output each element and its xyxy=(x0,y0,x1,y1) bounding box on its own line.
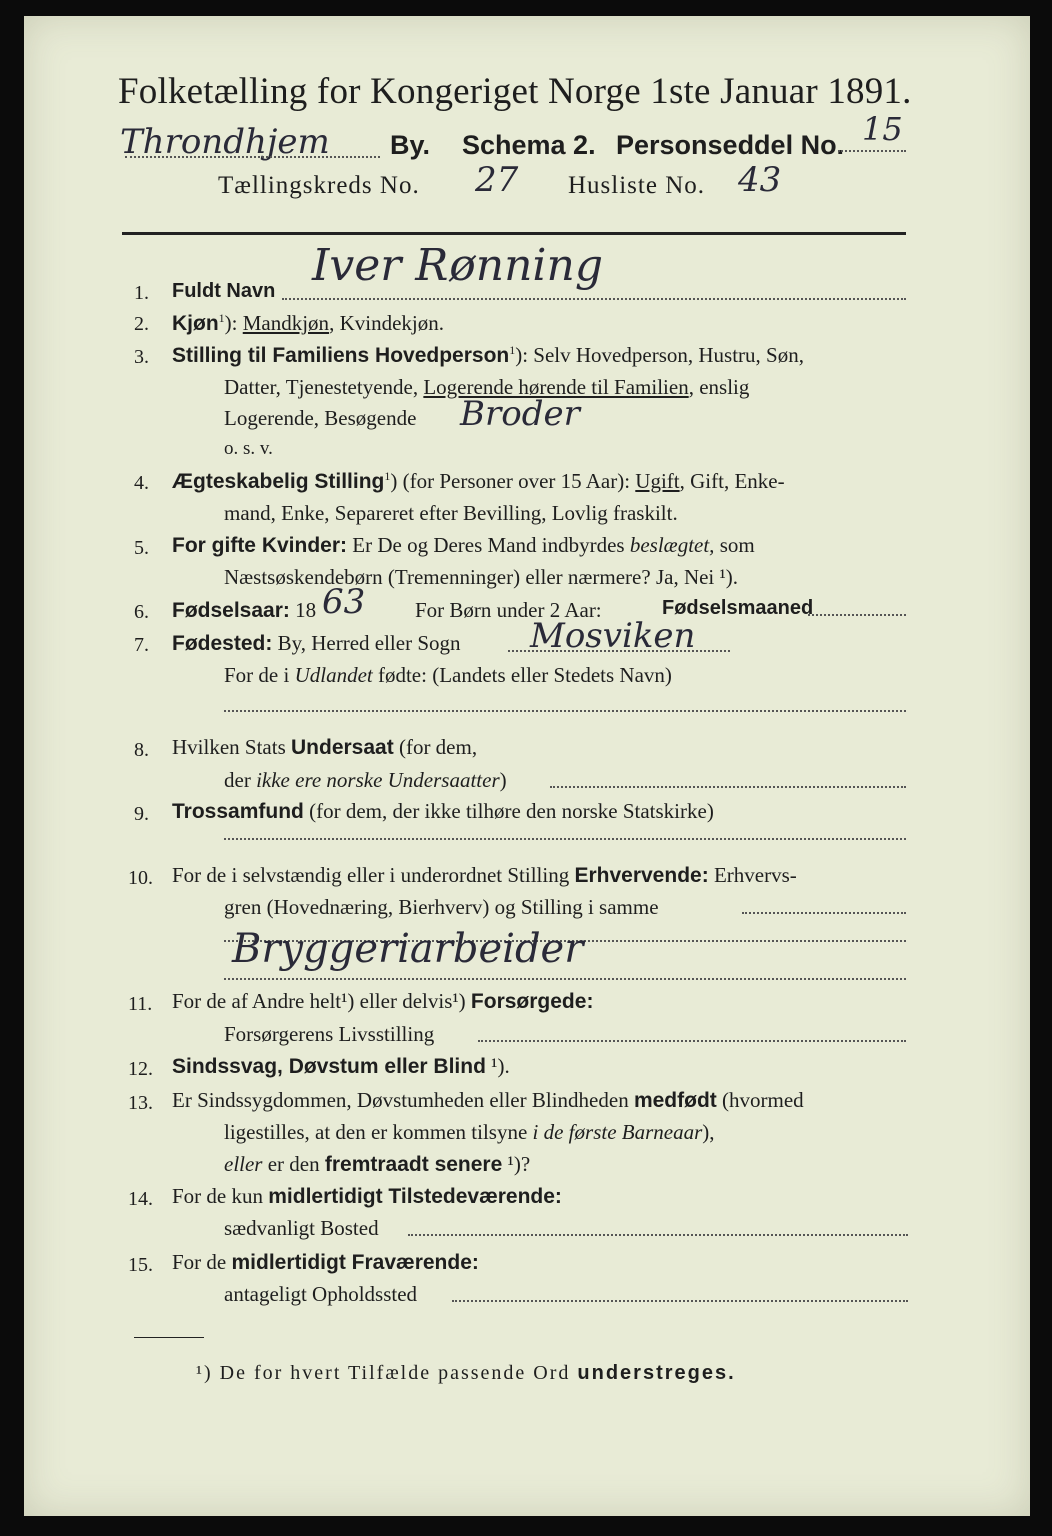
item-12-text: ¹). xyxy=(485,1054,510,1078)
by-label: By. xyxy=(390,130,431,160)
item-13-text-5: er den xyxy=(262,1152,325,1176)
item-15-dotted-line xyxy=(452,1300,908,1302)
item-9-line xyxy=(172,799,714,824)
item-7-dotted-line xyxy=(508,650,730,652)
item-1-label: Fuldt Navn xyxy=(172,280,276,302)
item-5-text: Er De og Deres Mand indbyrdes xyxy=(352,533,630,557)
item-2-option-kvindekjon: , Kvindekjøn. xyxy=(329,311,444,335)
item-4-line-2: mand, Enke, Separeret efter Bevilling, Lovlig fraskilt. xyxy=(224,501,678,525)
item-9-text: (for dem, der ikke tilhøre den norske Statskirke) xyxy=(309,799,714,823)
item-10-text: For de i selvstændig eller i underordnet Stilling xyxy=(172,863,575,887)
item-13-italic: i de første Barneaar xyxy=(532,1120,703,1144)
item-3-label: Stilling til Familiens Hovedperson xyxy=(172,344,510,367)
header-rule xyxy=(122,232,906,235)
item-10-dotted-line-3 xyxy=(224,978,906,980)
item-2-text: ): xyxy=(224,311,243,335)
item-10-line-2: gren (Hovednæring, Bierhverv) og Stilling i samme xyxy=(224,895,659,919)
item-8-italic: ikke ere norske Undersaatter xyxy=(256,768,500,792)
item-8-text: Hvilken Stats xyxy=(172,735,291,759)
item-3-number: 3. xyxy=(134,346,149,368)
item-6-answer-year: 63 xyxy=(322,582,366,622)
item-13-line-1 xyxy=(172,1088,804,1113)
item-6-label: Fødselsaar: xyxy=(172,599,290,622)
item-12-number: 12. xyxy=(128,1058,153,1080)
item-6-prefix: 18 xyxy=(295,598,317,622)
item-4-line-1 xyxy=(172,469,785,494)
item-4-footnote-mark: 1 xyxy=(384,469,391,483)
item-4-number: 4. xyxy=(134,472,149,494)
item-2-option-mandkjon: Mandkjøn xyxy=(242,311,330,335)
item-2-line xyxy=(172,311,444,336)
item-6-dotted-line xyxy=(808,614,906,616)
item-5-label: For gifte Kvinder: xyxy=(172,534,348,557)
item-13-text-3: ligestilles, at den er kommen tilsyne xyxy=(224,1120,533,1144)
item-7-text-3: fødte: (Landets eller Stedets Navn) xyxy=(372,663,672,687)
item-10-label: Erhvervende: xyxy=(574,864,709,887)
item-8-text-2: (for dem, xyxy=(393,735,478,759)
item-3-footnote-mark: 1 xyxy=(509,343,516,357)
item-9-label: Trossamfund xyxy=(172,800,304,823)
item-3-answer: Broder xyxy=(460,394,580,434)
item-7-answer: Mosviken xyxy=(530,616,696,656)
taellingskreds-number: 27 xyxy=(475,160,519,200)
item-14-label: midlertidigt Tilstedeværende: xyxy=(268,1185,562,1208)
item-8-text-4: ) xyxy=(499,768,507,792)
footnote-text: De for hvert Tilfælde passende Ord xyxy=(219,1362,578,1384)
item-14-number: 14. xyxy=(128,1188,153,1210)
item-8-label: Undersaat xyxy=(291,736,394,759)
item-3-line-1 xyxy=(172,343,804,368)
item-8-line-1 xyxy=(172,735,477,760)
item-13-label: medfødt xyxy=(633,1089,717,1112)
footnote-rule xyxy=(134,1337,204,1338)
item-3-options-2: Datter, Tjenestetyende, xyxy=(224,375,424,399)
item-15-label: midlertidigt Fraværende: xyxy=(231,1251,479,1274)
item-7-line-2 xyxy=(224,663,672,688)
personseddel-number: 15 xyxy=(862,110,903,148)
item-14-dotted-line xyxy=(408,1234,908,1236)
item-2-label: Kjøn xyxy=(172,312,219,335)
item-13-text: Er Sindssygdommen, Døvstumheden eller Blindheden xyxy=(172,1088,634,1112)
item-3-options-1: ): Selv Hovedperson, Hustru, Søn, xyxy=(515,343,804,367)
item-14-line-1 xyxy=(172,1184,562,1209)
personseddel-dotted-line xyxy=(838,150,906,152)
item-11-text: For de af Andre helt¹) eller delvis¹) xyxy=(172,989,471,1013)
item-13-text-6: ¹)? xyxy=(502,1152,531,1176)
item-6-label-2: Fødselsmaaned xyxy=(662,597,814,619)
footnote-mark: ¹) xyxy=(196,1362,213,1384)
item-11-line-2: Forsørgerens Livsstilling xyxy=(224,1022,435,1046)
footnote xyxy=(196,1362,736,1385)
item-1-dotted-line xyxy=(282,298,906,300)
husliste-number: 43 xyxy=(738,160,782,200)
item-9-dotted-line xyxy=(224,838,906,840)
item-13-number: 13. xyxy=(128,1092,153,1114)
item-1-number: 1. xyxy=(134,282,149,304)
personseddel-label: Personseddel No. xyxy=(616,130,845,160)
item-3-options-3: , enslig xyxy=(688,375,750,399)
city-handwritten: Throndhjem xyxy=(120,122,330,162)
form-title: Folketælling for Kongeriget Norge 1ste Januar 1891. xyxy=(118,71,912,112)
item-5-text-end: som xyxy=(714,533,755,557)
item-3-line-4: o. s. v. xyxy=(224,438,273,459)
item-10-answer: Bryggeriarbeider xyxy=(232,926,584,972)
item-2-footnote-mark: 1 xyxy=(218,311,225,325)
item-4-option-ugift: Ugift xyxy=(635,469,680,493)
item-13-line-3 xyxy=(224,1152,530,1177)
item-5-line-2: Næstsøskendebørn (Tremenninger) eller nærmere? Ja, Nei ¹). xyxy=(224,565,739,589)
item-10-text-2: Erhvervs- xyxy=(708,863,797,887)
item-10-dotted-line xyxy=(742,912,906,914)
taellingskreds-label: Tællingskreds No. xyxy=(218,172,420,199)
item-6-number: 6. xyxy=(134,601,149,623)
item-14-text: For de kun xyxy=(172,1184,269,1208)
item-12-line xyxy=(172,1054,510,1079)
item-9-number: 9. xyxy=(134,803,149,825)
item-1-answer-name: Iver Rønning xyxy=(312,240,603,291)
item-4-options: , Gift, Enke- xyxy=(679,469,785,493)
item-15-line-1 xyxy=(172,1250,479,1275)
item-7-number: 7. xyxy=(134,634,149,656)
item-15-number: 15. xyxy=(128,1254,153,1276)
item-10-line-1 xyxy=(172,863,797,888)
item-3-line-3: Logerende, Besøgende xyxy=(224,406,417,430)
city-dotted-line xyxy=(125,156,380,158)
item-6-line xyxy=(172,598,316,623)
item-11-number: 11. xyxy=(128,993,153,1015)
item-7-italic: Udlandet xyxy=(294,663,373,687)
item-11-label: Forsørgede: xyxy=(470,990,594,1013)
schema-label: Schema 2. xyxy=(462,130,596,160)
item-5-line-1 xyxy=(172,533,755,558)
item-7-text: By, Herred eller Sogn xyxy=(277,631,461,655)
item-13-text-4: ), xyxy=(702,1120,715,1144)
item-13-text-2: (hvormed xyxy=(716,1088,804,1112)
item-7-line-1 xyxy=(172,631,461,656)
item-11-line-1 xyxy=(172,989,593,1014)
item-8-number: 8. xyxy=(134,739,149,761)
item-2-number: 2. xyxy=(134,313,149,335)
item-8-line-2 xyxy=(224,768,507,793)
husliste-label: Husliste No. xyxy=(568,172,705,199)
item-10-number: 10. xyxy=(128,867,153,889)
item-7-label: Fødested: xyxy=(172,632,273,655)
item-4-label: Ægteskabelig Stilling xyxy=(172,470,385,493)
footnote-bold: understreges. xyxy=(577,1362,736,1384)
item-14-line-2: sædvanligt Bosted xyxy=(224,1216,379,1240)
item-7-text-2: For de i xyxy=(224,663,295,687)
item-5-number: 5. xyxy=(134,537,149,559)
item-8-text-3: der xyxy=(224,768,257,792)
item-12-label: Sindssvag, Døvstum eller Blind xyxy=(172,1055,486,1078)
item-3-underlined-option: Logerende hørende til Familien xyxy=(423,375,689,399)
item-15-text: For de xyxy=(172,1250,232,1274)
item-13-label-2: fremtraadt senere xyxy=(324,1153,503,1176)
item-7-dotted-line-2 xyxy=(224,710,906,712)
item-15-line-2: antageligt Opholdssted xyxy=(224,1282,418,1306)
item-4-text: ) (for Personer over 15 Aar): xyxy=(390,469,636,493)
item-11-dotted-line xyxy=(478,1040,906,1042)
item-8-dotted-line xyxy=(550,786,906,788)
item-5-italic: beslægtet, xyxy=(629,533,715,557)
item-6-mid: For Børn under 2 Aar: xyxy=(415,598,602,622)
item-13-line-2 xyxy=(224,1120,715,1145)
item-13-italic-2: eller xyxy=(224,1152,263,1176)
